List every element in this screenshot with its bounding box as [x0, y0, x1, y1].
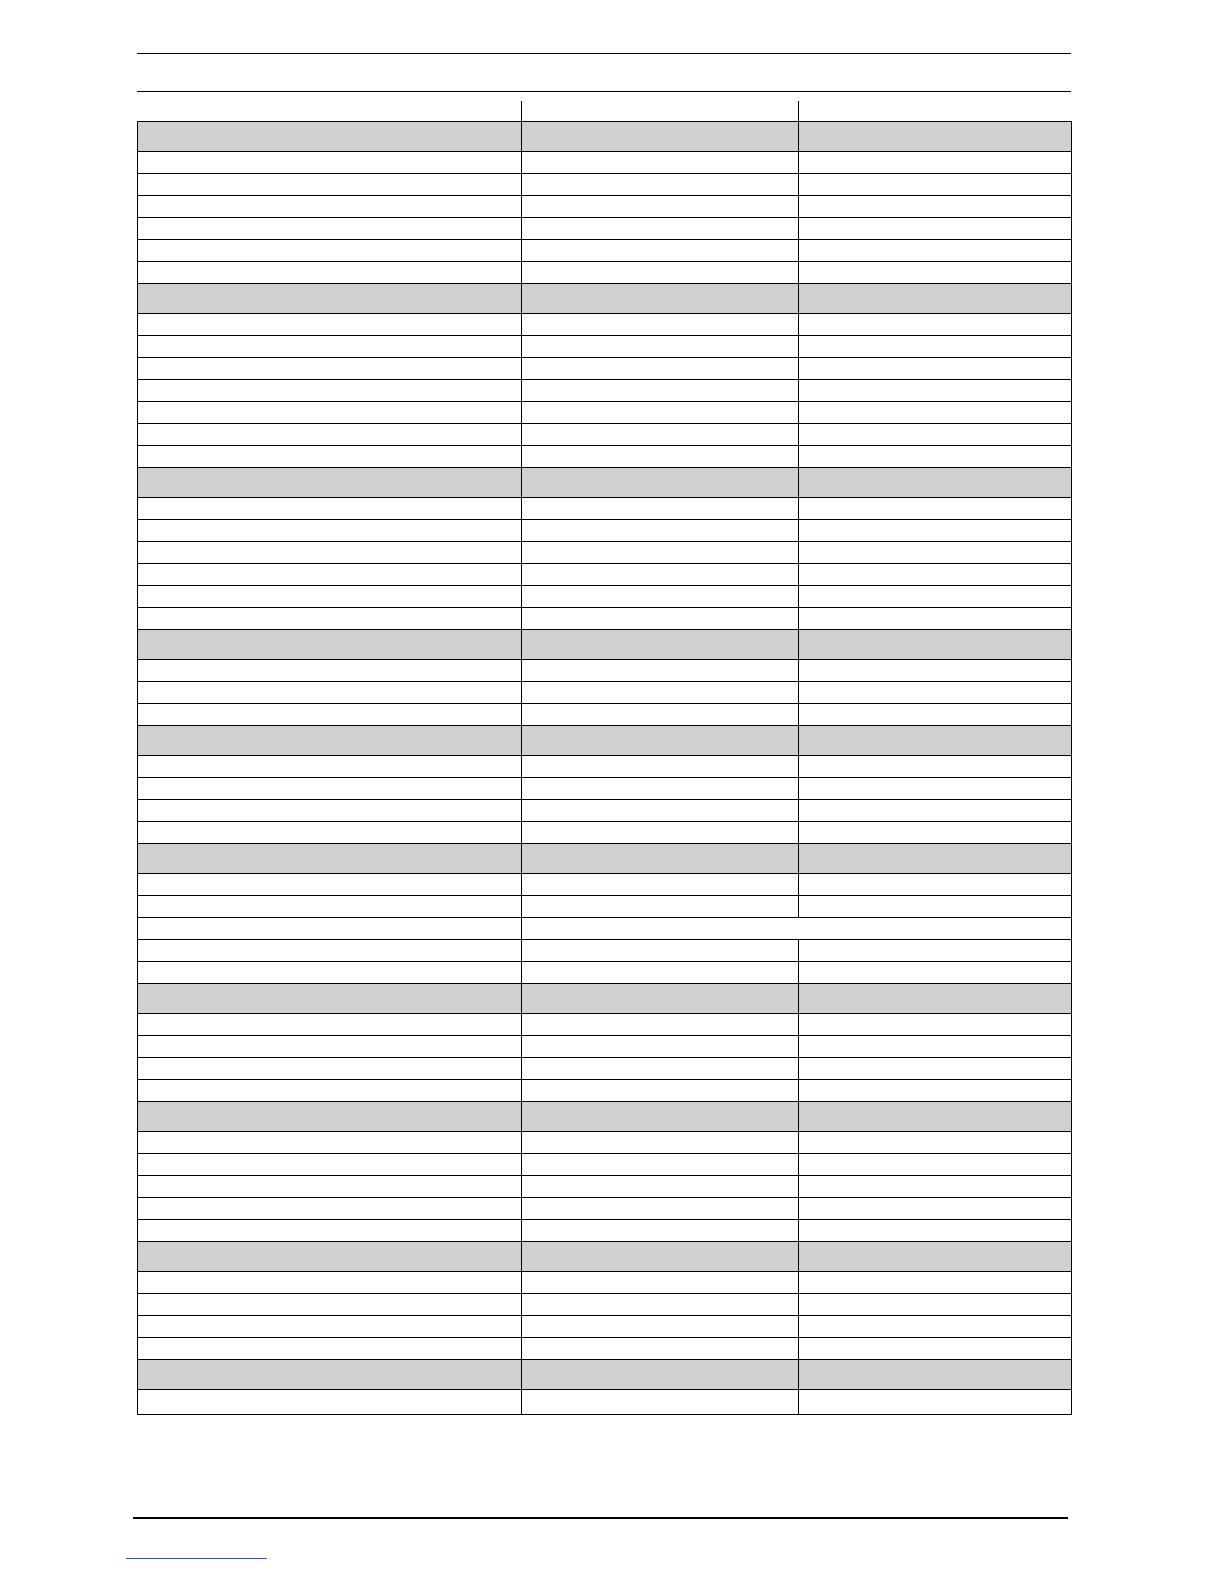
table-cell	[138, 1102, 522, 1132]
table-cell	[138, 704, 522, 726]
section-header-row	[138, 1360, 1072, 1390]
table-cell	[138, 1058, 522, 1080]
table-cell	[138, 1360, 522, 1390]
table-cell	[522, 682, 799, 704]
table-cell	[799, 314, 1072, 336]
table-cell	[138, 358, 522, 380]
table-row	[138, 1036, 1072, 1058]
table-cell	[138, 962, 522, 984]
table-cell	[799, 402, 1072, 424]
table-row	[138, 564, 1072, 586]
table-cell	[799, 498, 1072, 520]
table-cell	[799, 1132, 1072, 1154]
table-cell	[138, 402, 522, 424]
table-cell	[522, 380, 799, 402]
table-cell	[799, 1014, 1072, 1036]
table-cell	[522, 1242, 799, 1272]
table-cell	[799, 756, 1072, 778]
table-row	[138, 704, 1072, 726]
table-cell	[138, 896, 522, 918]
table-cell	[522, 1294, 799, 1316]
table-cell	[138, 918, 522, 940]
section-header-row	[138, 844, 1072, 874]
table-cell	[799, 586, 1072, 608]
table-row	[138, 446, 1072, 468]
table-cell	[522, 756, 799, 778]
table-cell	[522, 424, 799, 446]
table-cell	[799, 1220, 1072, 1242]
table-row	[138, 586, 1072, 608]
table-cell	[138, 984, 522, 1014]
table-cell	[138, 218, 522, 240]
table-cell	[799, 1058, 1072, 1080]
table-row	[138, 1390, 1072, 1415]
table-cell	[799, 1360, 1072, 1390]
table-cell	[522, 284, 799, 314]
table-cell	[138, 240, 522, 262]
table-cell	[138, 196, 522, 218]
table-cell	[138, 1316, 522, 1338]
table-cell	[522, 822, 799, 844]
table-cell	[138, 468, 522, 498]
table-cell	[522, 874, 799, 896]
table-cell	[522, 844, 799, 874]
table-cell	[138, 726, 522, 756]
table-cell	[138, 520, 522, 542]
table-cell	[522, 564, 799, 586]
table-row	[138, 542, 1072, 564]
table-cell	[138, 874, 522, 896]
table-cell	[138, 1132, 522, 1154]
table-row	[138, 1220, 1072, 1242]
table-cell	[522, 940, 799, 962]
section-header-row	[138, 468, 1072, 498]
table-row	[138, 660, 1072, 682]
table-cell	[522, 800, 799, 822]
table-cell	[522, 240, 799, 262]
table-cell	[138, 1014, 522, 1036]
specification-table	[137, 121, 1072, 1415]
table-cell	[522, 630, 799, 660]
table-row	[138, 800, 1072, 822]
table-cell	[522, 1132, 799, 1154]
table-cell	[522, 468, 799, 498]
section-header-row	[138, 122, 1072, 152]
table-cell	[522, 1390, 799, 1415]
table-cell	[522, 1154, 799, 1176]
table-cell	[138, 1198, 522, 1220]
table-cell	[522, 1360, 799, 1390]
table-cell	[799, 1316, 1072, 1338]
table-cell	[522, 520, 799, 542]
table-cell	[138, 1154, 522, 1176]
table-cell	[522, 262, 799, 284]
table-row	[138, 498, 1072, 520]
table-cell	[522, 660, 799, 682]
header-top-rule	[137, 53, 1071, 54]
table-cell	[522, 1176, 799, 1198]
table-cell	[799, 1176, 1072, 1198]
table-row	[138, 218, 1072, 240]
table-cell	[522, 498, 799, 520]
table-cell	[138, 1242, 522, 1272]
table-row	[138, 1080, 1072, 1102]
table-cell	[138, 564, 522, 586]
table-cell	[799, 196, 1072, 218]
table-row	[138, 1316, 1072, 1338]
table-cell	[799, 630, 1072, 660]
table-row	[138, 196, 1072, 218]
table-cell	[522, 336, 799, 358]
table-cell	[138, 800, 522, 822]
table-cell	[138, 1338, 522, 1360]
table-row	[138, 1132, 1072, 1154]
footer-link[interactable]	[126, 1558, 267, 1559]
table-cell	[799, 1338, 1072, 1360]
table-row	[138, 874, 1072, 896]
table-cell	[138, 336, 522, 358]
table-row	[138, 174, 1072, 196]
table-row	[138, 940, 1072, 962]
table-cell	[522, 1272, 799, 1294]
table-cell	[799, 284, 1072, 314]
table-cell	[799, 682, 1072, 704]
table-cell	[522, 122, 799, 152]
table-cell	[138, 1036, 522, 1058]
table-row	[138, 314, 1072, 336]
section-header-row	[138, 284, 1072, 314]
table-row	[138, 152, 1072, 174]
table-row	[138, 822, 1072, 844]
table-row	[138, 380, 1072, 402]
table-row	[138, 1338, 1072, 1360]
table-row	[138, 962, 1072, 984]
table-cell	[138, 682, 522, 704]
table-row	[138, 1198, 1072, 1220]
table-cell	[799, 262, 1072, 284]
table-cell	[799, 542, 1072, 564]
table-cell	[138, 542, 522, 564]
table-cell	[522, 962, 799, 984]
table-cell	[522, 446, 799, 468]
column-divider-1	[521, 101, 522, 121]
table-row	[138, 896, 1072, 918]
table-cell	[799, 1036, 1072, 1058]
table-cell	[799, 1198, 1072, 1220]
table-cell	[522, 1338, 799, 1360]
table-cell	[799, 1242, 1072, 1272]
table-cell	[138, 844, 522, 874]
table-cell	[138, 608, 522, 630]
table-cell	[522, 1198, 799, 1220]
table-cell	[799, 218, 1072, 240]
table-cell	[522, 896, 799, 918]
table-cell	[799, 1272, 1072, 1294]
table-row	[138, 918, 1072, 940]
table-cell	[522, 918, 1072, 940]
section-header-row	[138, 726, 1072, 756]
table-cell	[799, 896, 1072, 918]
table-cell	[799, 844, 1072, 874]
footer-rule	[133, 1517, 1068, 1519]
table-cell	[799, 174, 1072, 196]
table-cell	[138, 262, 522, 284]
table-cell	[522, 1102, 799, 1132]
table-row	[138, 358, 1072, 380]
section-header-row	[138, 630, 1072, 660]
table-cell	[799, 380, 1072, 402]
table-cell	[799, 1102, 1072, 1132]
table-cell	[799, 424, 1072, 446]
table-row	[138, 682, 1072, 704]
table-cell	[799, 1390, 1072, 1415]
table-cell	[522, 174, 799, 196]
table-cell	[522, 586, 799, 608]
table-cell	[138, 1176, 522, 1198]
table-row	[138, 756, 1072, 778]
table-cell	[522, 1058, 799, 1080]
table-cell	[799, 122, 1072, 152]
table-cell	[522, 726, 799, 756]
table-cell	[138, 498, 522, 520]
table-cell	[799, 704, 1072, 726]
table-row	[138, 1154, 1072, 1176]
table-cell	[138, 122, 522, 152]
table-cell	[799, 468, 1072, 498]
section-header-row	[138, 1102, 1072, 1132]
table-cell	[522, 704, 799, 726]
table-cell	[138, 446, 522, 468]
table-cell	[522, 314, 799, 336]
table-cell	[799, 1080, 1072, 1102]
table-row	[138, 240, 1072, 262]
table-cell	[138, 1390, 522, 1415]
table-cell	[522, 608, 799, 630]
table-cell	[799, 1294, 1072, 1316]
table-cell	[799, 608, 1072, 630]
table-row	[138, 424, 1072, 446]
table-row	[138, 1294, 1072, 1316]
table-cell	[522, 1220, 799, 1242]
table-cell	[799, 446, 1072, 468]
table-cell	[522, 152, 799, 174]
table-cell	[522, 778, 799, 800]
table-cell	[799, 962, 1072, 984]
table-row	[138, 262, 1072, 284]
table-cell	[799, 1154, 1072, 1176]
table-cell	[522, 1080, 799, 1102]
table-cell	[522, 1036, 799, 1058]
column-divider-2	[798, 101, 799, 121]
table-cell	[799, 940, 1072, 962]
table-cell	[138, 660, 522, 682]
table-cell	[799, 726, 1072, 756]
table-row	[138, 778, 1072, 800]
table-row	[138, 336, 1072, 358]
table-cell	[522, 218, 799, 240]
table-cell	[138, 778, 522, 800]
table-row	[138, 608, 1072, 630]
table-cell	[522, 196, 799, 218]
table-cell	[138, 1294, 522, 1316]
table-cell	[799, 984, 1072, 1014]
table-cell	[799, 778, 1072, 800]
section-header-row	[138, 984, 1072, 1014]
table-row	[138, 1272, 1072, 1294]
header-bottom-rule	[137, 91, 1071, 92]
table-cell	[799, 800, 1072, 822]
table-row	[138, 402, 1072, 424]
table-cell	[799, 152, 1072, 174]
table-cell	[138, 314, 522, 336]
table-cell	[138, 586, 522, 608]
table-row	[138, 1058, 1072, 1080]
table-cell	[138, 756, 522, 778]
specification-table-body	[138, 122, 1072, 1415]
table-cell	[138, 424, 522, 446]
table-row	[138, 1176, 1072, 1198]
table-cell	[522, 984, 799, 1014]
table-cell	[138, 174, 522, 196]
section-header-row	[138, 1242, 1072, 1272]
table-cell	[799, 520, 1072, 542]
table-cell	[138, 822, 522, 844]
table-row	[138, 1014, 1072, 1036]
table-cell	[799, 358, 1072, 380]
table-row	[138, 520, 1072, 542]
table-cell	[138, 1080, 522, 1102]
table-cell	[799, 874, 1072, 896]
table-cell	[138, 152, 522, 174]
table-cell	[138, 1272, 522, 1294]
table-cell	[138, 1220, 522, 1242]
table-cell	[138, 940, 522, 962]
table-cell	[522, 358, 799, 380]
table-cell	[138, 380, 522, 402]
table-cell	[799, 564, 1072, 586]
table-cell	[522, 542, 799, 564]
table-cell	[138, 284, 522, 314]
table-cell	[799, 660, 1072, 682]
table-cell	[138, 630, 522, 660]
table-cell	[799, 336, 1072, 358]
table-cell	[522, 1316, 799, 1338]
table-cell	[799, 822, 1072, 844]
table-cell	[799, 240, 1072, 262]
table-cell	[522, 402, 799, 424]
table-cell	[522, 1014, 799, 1036]
